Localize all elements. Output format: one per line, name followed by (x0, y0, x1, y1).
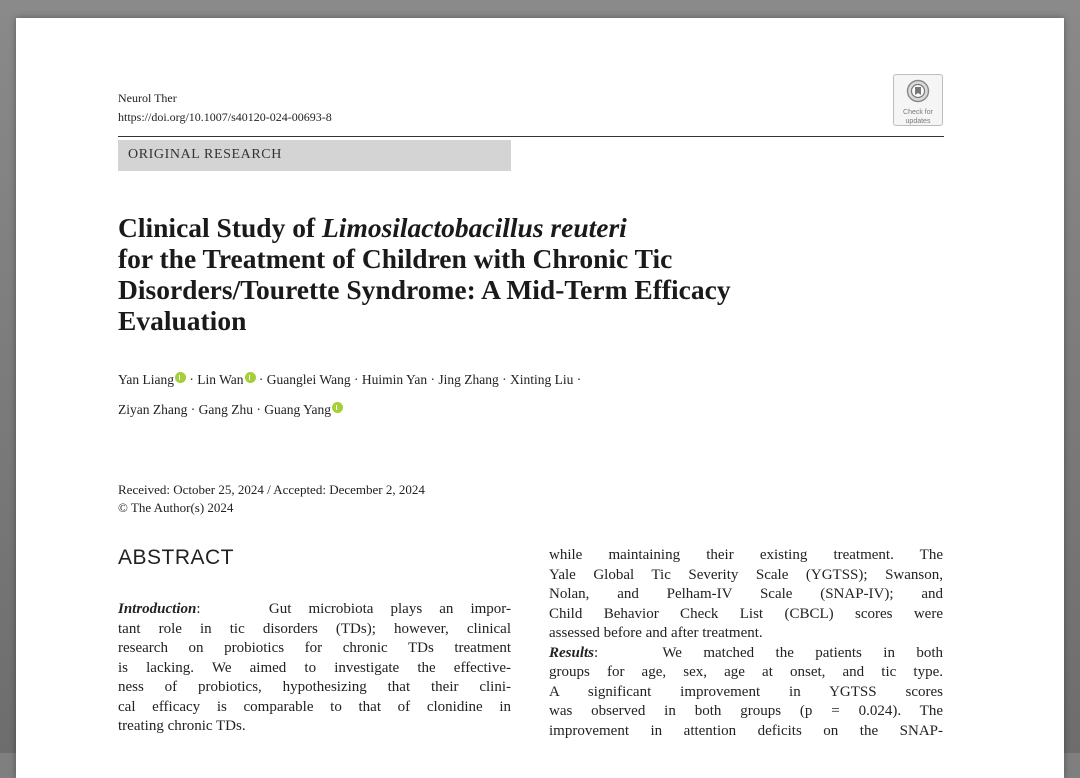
author-separator: · (498, 372, 510, 387)
author-name[interactable]: Jing Zhang (438, 372, 499, 387)
bookmark-circle-icon (906, 79, 930, 103)
journal-name: Neurol Ther (118, 91, 177, 105)
intro-label: Introduction (118, 601, 197, 617)
author-name[interactable]: Yan Liang (118, 372, 175, 387)
check-for-updates-badge[interactable] (893, 74, 943, 126)
abstract-line: was observed in both groups (p = 0.024). The (549, 703, 943, 719)
title-line2: for the Treatment of Children with Chronic Tic (118, 243, 673, 274)
abstract-line: Nolan, and Pelham-IV Scale (SNAP-IV); and (549, 586, 943, 602)
badge-label-line2: updates (905, 118, 931, 125)
author-separator: · (427, 372, 439, 387)
orcid-icon[interactable] (175, 372, 186, 383)
intro-colon: : (196, 601, 201, 617)
results-colon: : (594, 644, 599, 661)
abstract-heading: ABSTRACT (118, 546, 235, 569)
abstract-line: groups for age, sex, age at onset, and tic type. (549, 664, 943, 680)
section-label: ORIGINAL RESEARCH (128, 147, 282, 162)
abstract-text: We matched the patients in both (662, 644, 943, 661)
author-line-2 (118, 402, 938, 418)
header-rule (118, 136, 944, 137)
accepted-date: Accepted: December 2, 2024 (273, 482, 425, 497)
author-separator: · (350, 372, 362, 387)
abstract-line: while maintaining their existing treatment. The (549, 547, 943, 563)
abstract-line: Child Behavior Check List (CBCL) scores were (549, 605, 943, 622)
author-separator: · (255, 372, 267, 387)
author-name[interactable]: Guang Yang (264, 402, 331, 417)
doi-link[interactable]: https://doi.org/10.1007/s40120-024-00693-8 (118, 110, 332, 124)
abstract-line: improvement in attention deficits on the SNAP- (549, 722, 943, 739)
abstract-line: cal efficacy is comparable to that of clonidine in (118, 698, 511, 715)
badge-label-line1: Check for (903, 109, 933, 116)
author-separator: · (252, 402, 265, 417)
title-line4: Evaluation (118, 305, 247, 336)
results-label: Results (549, 644, 595, 661)
author-name[interactable]: Lin Wan (197, 372, 244, 387)
title-italic-species: Limosilactobacillus reuteri (322, 212, 627, 243)
abstract-left-column (118, 600, 511, 737)
author-separator: · (573, 372, 582, 387)
abstract-line (549, 644, 943, 664)
received-date: Received: October 25, 2024 (118, 482, 264, 497)
date-separator: / (263, 482, 274, 497)
article-title (118, 212, 878, 336)
author-name[interactable]: Guanglei Wang (266, 372, 351, 387)
author-name[interactable]: Gang Zhu (198, 402, 253, 417)
author-separator: · (186, 372, 198, 387)
paper-page (16, 18, 1064, 778)
author-separator: · (187, 402, 199, 417)
article-dates (118, 482, 425, 498)
title-part1: Clinical Study of (118, 212, 322, 243)
title-line3: Disorders/Tourette Syndrome: A Mid-Term Efficacy (118, 274, 731, 305)
abstract-line (118, 600, 511, 620)
abstract-line: treating chronic TDs. (118, 718, 246, 734)
abstract-line: A significant improvement in YGTSS scores (549, 683, 943, 700)
abstract-line: tant role in tic disorders (TDs); however, clinical (118, 620, 511, 637)
abstract-line: is lacking. We aimed to investigate the effective- (118, 659, 511, 676)
author-name[interactable]: Xinting Liu (509, 372, 574, 387)
author-line-1 (118, 372, 938, 388)
orcid-icon[interactable] (245, 372, 256, 383)
abstract-text: Gut microbiota plays an impor- (268, 601, 511, 617)
abstract-line: Yale Global Tic Severity Scale (YGTSS); Swanson, (549, 566, 943, 583)
copyright-notice: © The Author(s) 2024 (118, 500, 234, 515)
author-name[interactable]: Ziyan Zhang (118, 402, 188, 417)
abstract-line: research on probiotics for chronic TDs treatment (118, 640, 511, 656)
abstract-line: assessed before and after treatment. (549, 625, 763, 641)
abstract-right-column (549, 546, 943, 741)
author-name[interactable]: Huimin Yan (361, 372, 428, 387)
abstract-line: ness of probiotics, hypothesizing that their clini- (118, 679, 511, 695)
orcid-icon[interactable] (332, 402, 343, 413)
